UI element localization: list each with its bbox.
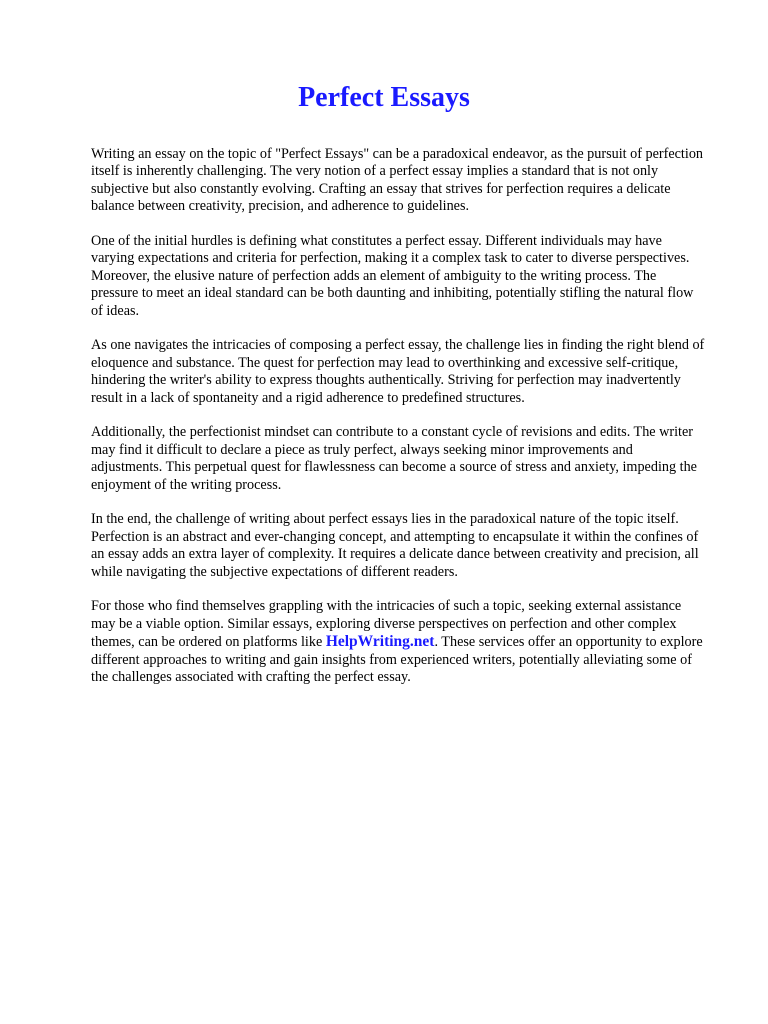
essay-body [91,146,706,704]
page-title: Perfect Essays [298,82,470,113]
paragraph-2: One of the initial hurdles is defining what constitutes a perfect essay. Different individuals may have varying expectations and criteria for perfection, making it a complex task to cater to diverse perspectives. Moreover, the elusive nature of perfection adds an element of ambiguity to the writing process. The pressure to meet an ideal standard can be both daunting and inhibiting, potentially stifling the natural flow of ideas. [91,233,694,319]
paragraph-6-after-link: . These services offer an opportunity to explore different approaches to writing and gain insights from experienced writers, potentially alleviating some of the challenges associated with crafting the perfect essay. [91,634,703,686]
paragraph-1: Writing an essay on the topic of "Perfect Essays" can be a paradoxical endeavor, as the pursuit of perfection itself is inherently challenging. The very notion of a perfect essay implies a standard that is not only subjective but also constantly evolving. Crafting an essay that strives for perfection requires a delicate balance between creativity, precision, and adherence to guidelines. [91,146,704,215]
paragraph-6-before-link: For those who find themselves grappling with the intricacies of such a topic, seeking external assistance may be a viable option. Similar essays, exploring diverse perspectives on perfection and other complex themes, can be ordered on platforms like [91,598,682,651]
paragraph-4: Additionally, the perfectionist mindset can contribute to a constant cycle of revisions and edits. The writer may find it difficult to declare a piece as truly perfect, always seeking minor improvements and adjustments. This perpetual quest for flawlessness can become a source of stress and anxiety, impeding the enjoyment of the writing process. [91,424,697,493]
paragraph-6 [91,598,706,686]
paragraph-3: As one navigates the intricacies of composing a perfect essay, the challenge lies in finding the right blend of eloquence and substance. The quest for perfection may lead to overthinking and excessive self-critique, hindering the writer's ability to express thoughts authentically. Striving for perfection may inadvertently result in a lack of spontaneity and a rigid adherence to predefined structures. [91,337,705,406]
helpwriting-link[interactable]: HelpWriting.net [325,633,435,651]
paragraph-5: In the end, the challenge of writing about perfect essays lies in the paradoxical nature of the topic itself. Perfection is an abstract and ever-changing concept, and attempting to encapsulate it within the confines of an essay adds an extra layer of complexity. It requires a delicate dance between creativity and precision, all while navigating the subjective expectations of different readers. [91,511,699,580]
